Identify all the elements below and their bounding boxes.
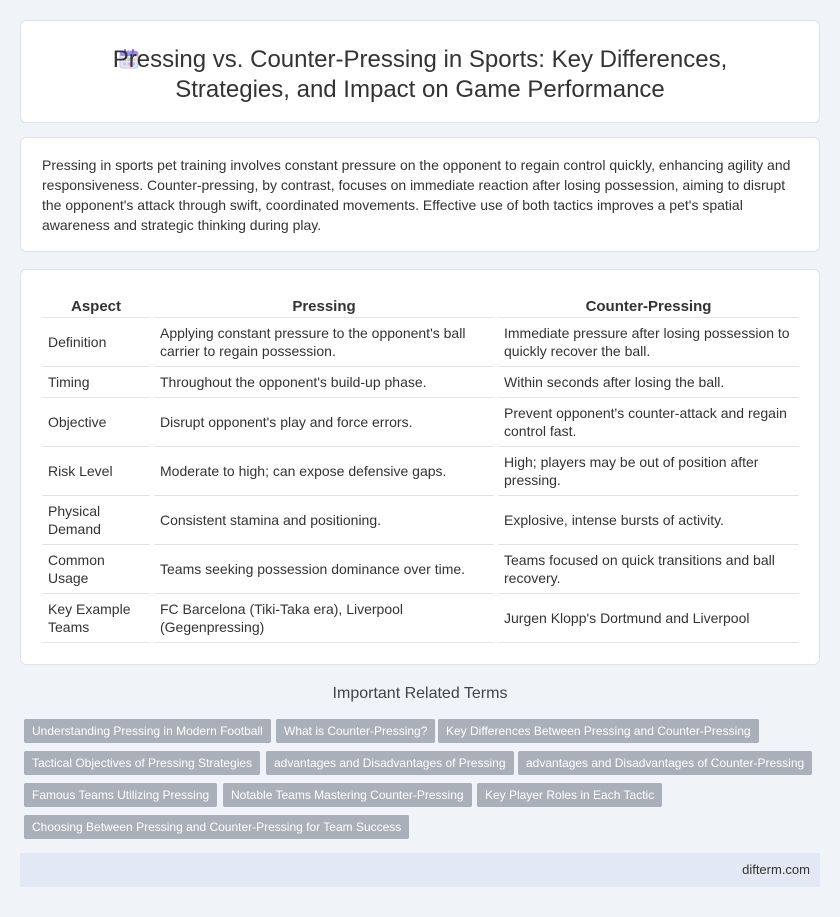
cell-aspect: Common Usage <box>42 545 150 594</box>
cell-counter-pressing: Teams focused on quick transitions and ball recovery. <box>498 545 799 594</box>
cell-pressing: Teams seeking possession dominance over time. <box>154 545 494 594</box>
table-row <box>42 594 799 643</box>
intro-paragraph: Pressing in sports pet training involves constant pressure on the opponent to regain control quickly, enhancing agility and responsiveness. Counter-pressing, by contrast, focuses on immediate reaction after losing possession, aiming to disrupt the opponent's attack through swift, coordinated movements. Effective use of both tactics improves a pet's spatial awareness and strategic thinking during play. <box>42 157 791 233</box>
related-term-tag[interactable]: advantages and Disadvantages of Counter-Pressing <box>518 751 812 775</box>
table-row <box>42 496 799 545</box>
comparison-table <box>42 294 799 643</box>
related-term-tag[interactable]: Famous Teams Utilizing Pressing <box>24 783 217 807</box>
cell-pressing: Throughout the opponent's build-up phase. <box>154 367 494 398</box>
related-term-tag[interactable]: Choosing Between Pressing and Counter-Pressing for Team Success <box>24 815 409 839</box>
page-title-line-1: Pressing vs. Counter-Pressing in Sports: Key Differences, <box>112 46 728 73</box>
cell-pressing: Applying constant pressure to the opponent's ball carrier to regain possession. <box>154 318 494 367</box>
related-term-tag[interactable]: advantages and Disadvantages of Pressing <box>266 751 514 775</box>
table-row <box>42 398 799 447</box>
related-term-tag[interactable]: Understanding Pressing in Modern Football <box>24 719 271 743</box>
page-title-line-2: Strategies, and Impact on Game Performance <box>175 76 665 103</box>
cell-counter-pressing: High; players may be out of position after pressing. <box>498 447 799 496</box>
cell-counter-pressing: Jurgen Klopp's Dortmund and Liverpool <box>498 594 799 643</box>
cell-aspect: Definition <box>42 318 150 367</box>
related-term-tag[interactable]: Key Differences Between Pressing and Counter-Pressing <box>438 719 759 743</box>
cell-aspect: Key Example Teams <box>42 594 150 643</box>
header-counter-pressing: Counter-Pressing <box>498 294 799 318</box>
cell-aspect: Objective <box>42 398 150 447</box>
table-header-row <box>42 294 799 318</box>
cell-counter-pressing: Within seconds after losing the ball. <box>498 367 799 398</box>
related-terms-title: Important Related Terms <box>332 685 508 702</box>
related-term-tag[interactable]: Notable Teams Mastering Counter-Pressing <box>223 783 472 807</box>
footer <box>20 853 820 887</box>
related-term-tag[interactable]: What is Counter-Pressing? <box>276 719 435 743</box>
table-row <box>42 545 799 594</box>
header-aspect: Aspect <box>42 294 150 318</box>
table-row <box>42 367 799 398</box>
intro-card <box>20 137 820 252</box>
cell-pressing: Disrupt opponent's play and force errors. <box>154 398 494 447</box>
table-row <box>42 318 799 367</box>
cell-aspect: Physical Demand <box>42 496 150 545</box>
comparison-card <box>20 269 820 665</box>
related-term-tag[interactable]: Key Player Roles in Each Tactic <box>477 783 662 807</box>
cell-aspect: Timing <box>42 367 150 398</box>
page-title <box>21 45 819 105</box>
cell-counter-pressing: Explosive, intense bursts of activity. <box>498 496 799 545</box>
footer-site-link[interactable]: difterm.com <box>742 862 810 877</box>
table-row <box>42 447 799 496</box>
cell-pressing: FC Barcelona (Tiki-Taka era), Liverpool (Gegenpressing) <box>154 594 494 643</box>
cell-aspect: Risk Level <box>42 447 150 496</box>
title-card <box>20 20 820 123</box>
cell-counter-pressing: Immediate pressure after losing possession to quickly recover the ball. <box>498 318 799 367</box>
header-pressing: Pressing <box>154 294 494 318</box>
cell-pressing: Consistent stamina and positioning. <box>154 496 494 545</box>
cell-counter-pressing: Prevent opponent's counter-attack and regain control fast. <box>498 398 799 447</box>
related-term-tag[interactable]: Tactical Objectives of Pressing Strategies <box>24 751 260 775</box>
cell-pressing: Moderate to high; can expose defensive gaps. <box>154 447 494 496</box>
